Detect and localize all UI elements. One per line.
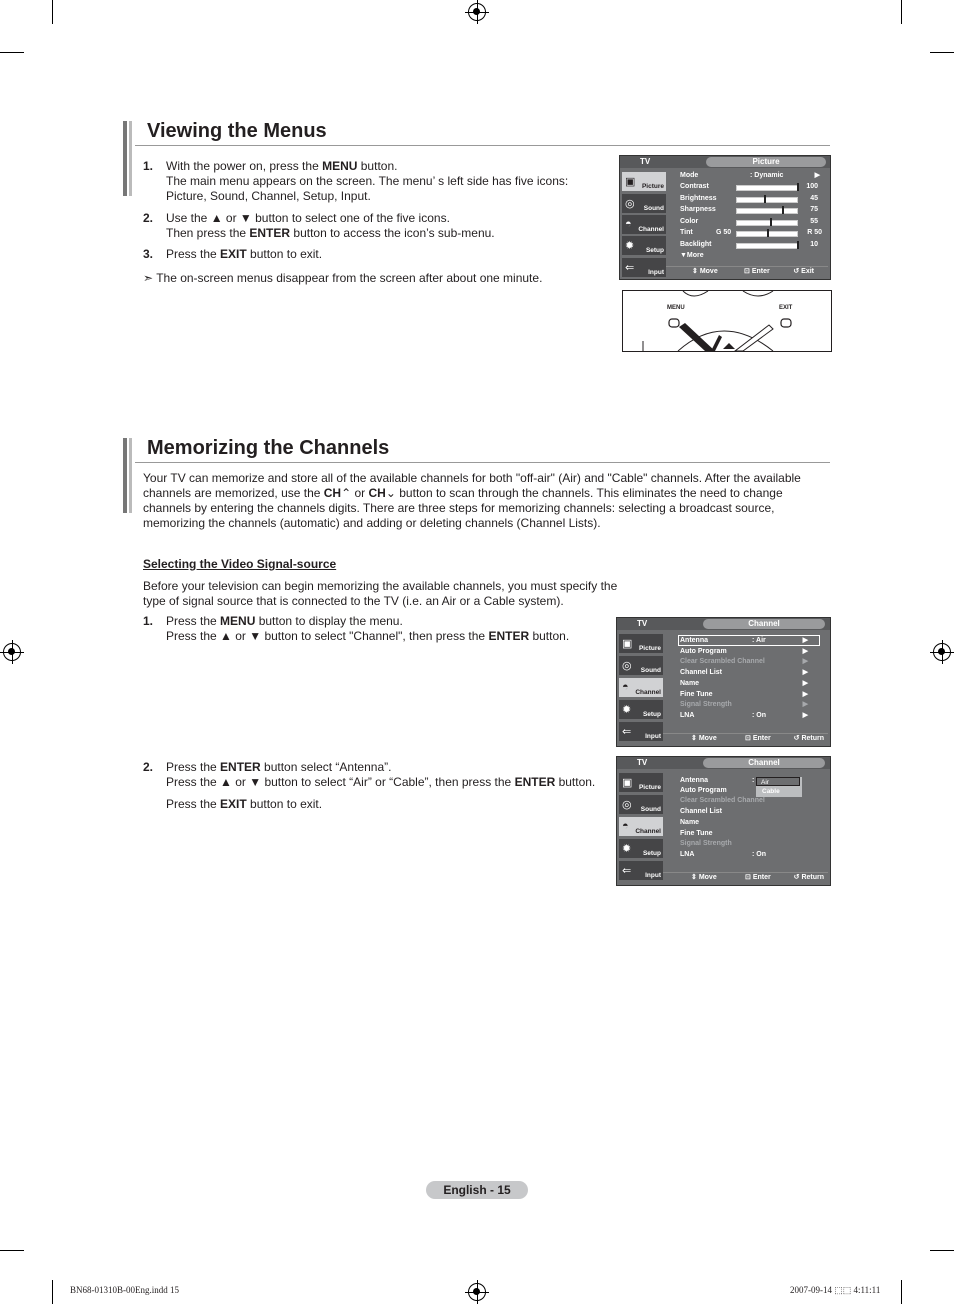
osd-icon-picture: ▣ Picture bbox=[619, 773, 663, 792]
step-text: With the power on, press the MENU button. The main menu appears on the screen. The menu’ s left side has five icons: Picture, Sound, Channel, Setup, Input. bbox=[166, 159, 569, 203]
osd-row: Clear Scrambled Channel ▶ bbox=[680, 658, 808, 665]
osd-row: Signal Strength bbox=[680, 840, 732, 847]
osd-icon-channel: ◓ Channel bbox=[619, 678, 663, 697]
osd-footer: ⇕ Move ⊡ Enter ↺ Return bbox=[663, 872, 828, 883]
osd-row: Auto Program bbox=[680, 787, 727, 794]
subsection-intro: Before your television can begin memorizing the available channels, you must specify the type of signal source that is connected to the TV (i.e. an Air or a Cable system). bbox=[143, 579, 618, 608]
section-rule bbox=[135, 462, 830, 463]
osd-row: Sharpness 75 bbox=[680, 206, 818, 213]
osd-tab: Picture bbox=[706, 157, 826, 167]
osd-icon-sound: ◎ Sound bbox=[619, 795, 663, 814]
step-text: Press the ENTER button select “Antenna”. Press the ▲ or ▼ button to select “Air” or “Cable”, then press the ENTER button. bbox=[166, 760, 596, 789]
osd-row: Channel List ▶ bbox=[680, 669, 808, 676]
osd-row: Name bbox=[680, 819, 700, 826]
remote-illustration bbox=[622, 290, 832, 352]
osd-icon-setup: ✹ Setup bbox=[619, 700, 663, 719]
osd-icon-setup: ✹ Setup bbox=[622, 236, 666, 255]
crop-mark bbox=[52, 1280, 53, 1304]
osd-row: Color 55 bbox=[680, 218, 818, 225]
crop-mark bbox=[901, 0, 902, 24]
osd-row: Clear Scrambled Channel bbox=[680, 797, 765, 804]
osd-row: Antenna : Air ▶ bbox=[680, 637, 808, 644]
osd-row: Fine Tune bbox=[680, 830, 713, 837]
sound-icon: ◎ bbox=[622, 660, 632, 672]
osd-tab: Channel bbox=[703, 619, 825, 629]
section-bar bbox=[129, 438, 132, 513]
osd-icon-input: ⇐ Input bbox=[619, 722, 663, 741]
date-slug: 2007-09-14 ⬚⬚ 4:11:11 bbox=[790, 1285, 881, 1295]
osd-icon-input: ⇐ Input bbox=[619, 861, 663, 880]
osd-row: ▼More bbox=[680, 252, 704, 259]
input-icon: ⇐ bbox=[625, 262, 635, 274]
dropdown-option-cable[interactable]: Cable bbox=[762, 788, 780, 795]
section-title: Viewing the Menus bbox=[147, 120, 327, 142]
crop-mark bbox=[930, 1250, 954, 1251]
intro-paragraph: Your TV can memorize and store all of the available channels for both "off-air" (Air) and "Cable" channels. After the available channels are memorized, use the CH⌃ or CH⌄ button to scan through the channels. This eliminates the need to change channels by entering the channels digits. There are three steps for memorizing channels: selecting a broadcast source, memorizing the channels (automatic) and adding or deleting channels (Channel Lists). bbox=[143, 471, 801, 530]
channel-icon: ◓ bbox=[625, 218, 632, 230]
osd-row: Signal Strength ▶ bbox=[680, 701, 808, 708]
file-slug: BN68-01310B-00Eng.indd 15 bbox=[70, 1285, 179, 1295]
ch-down-icon: ⌄ bbox=[385, 486, 396, 500]
remote-exit-label: EXIT bbox=[779, 305, 793, 311]
osd-tv-label: TV bbox=[637, 619, 648, 628]
dropdown-option-air[interactable]: Air bbox=[756, 777, 800, 786]
registration-mark-icon bbox=[468, 3, 486, 21]
osd-icon-sound: ◎ Sound bbox=[619, 656, 663, 675]
osd-row: LNA : On ▶ bbox=[680, 712, 808, 719]
section-title: Memorizing the Channels bbox=[147, 437, 390, 459]
crop-mark bbox=[930, 52, 954, 53]
remote-drawing bbox=[623, 291, 831, 351]
registration-mark-icon bbox=[468, 1283, 486, 1301]
subsection-heading: Selecting the Video Signal-source bbox=[143, 557, 337, 571]
picture-icon: ▣ bbox=[625, 176, 636, 188]
channel-icon: ◓ bbox=[622, 820, 629, 832]
note-body: The on-screen menus disappear from the screen after about one minute. bbox=[156, 271, 543, 285]
step-text: Use the ▲ or ▼ button to select one of the five icons. Then press the ENTER button to access the icon’s sub-menu. bbox=[166, 211, 495, 240]
crop-mark bbox=[0, 1250, 24, 1251]
setup-icon: ✹ bbox=[622, 704, 632, 716]
osd-row: Brightness 45 bbox=[680, 195, 818, 202]
channel-icon: ◓ bbox=[622, 681, 629, 693]
osd-tv-label: TV bbox=[640, 157, 651, 166]
setup-icon: ✹ bbox=[622, 843, 632, 855]
osd-row: Backlight 10 bbox=[680, 241, 818, 248]
osd-icon-channel: ◓ Channel bbox=[622, 215, 666, 234]
osd-icon-setup: ✹ Setup bbox=[619, 839, 663, 858]
osd-channel-menu-dropdown bbox=[616, 756, 831, 886]
input-icon: ⇐ bbox=[622, 865, 632, 877]
osd-footer: ⇕ Move ⊡ Enter ↺ Return bbox=[663, 733, 828, 744]
remote-menu-label: MENU bbox=[667, 305, 685, 311]
osd-row: Auto Program ▶ bbox=[680, 648, 808, 655]
antenna-dropdown bbox=[756, 777, 802, 797]
step-text: Press the EXIT button to exit. bbox=[166, 797, 323, 811]
registration-mark-icon bbox=[933, 643, 951, 661]
osd-row: Antenna : bbox=[680, 777, 755, 784]
osd-channel-menu bbox=[616, 617, 831, 747]
osd-picture-menu bbox=[619, 155, 831, 280]
step-number: 3. bbox=[143, 247, 154, 261]
crop-mark bbox=[52, 0, 53, 24]
step-text: Press the MENU button to display the menu. Press the ▲ or ▼ button to select "Channel", then press the ENTER button. bbox=[166, 614, 570, 643]
input-icon: ⇐ bbox=[622, 726, 632, 738]
picture-icon: ▣ bbox=[622, 777, 633, 789]
section-bar bbox=[123, 438, 127, 513]
section-bar bbox=[123, 121, 127, 196]
ch-up-icon: ⌃ bbox=[341, 486, 352, 500]
sound-icon: ◎ bbox=[625, 198, 635, 210]
step-number: 1. bbox=[143, 159, 154, 173]
osd-footer: ⇕ Move ⊡ Enter ↺ Exit bbox=[666, 266, 828, 277]
osd-row: Tint G 50 R 50 bbox=[680, 229, 822, 236]
crop-mark bbox=[0, 52, 24, 53]
note-text bbox=[143, 271, 542, 286]
osd-icon-sound: ◎ Sound bbox=[622, 194, 666, 213]
picture-icon: ▣ bbox=[622, 638, 633, 650]
osd-row: Name ▶ bbox=[680, 680, 808, 687]
crop-mark bbox=[901, 1280, 902, 1304]
section-bar bbox=[129, 121, 132, 196]
osd-icon-input: ⇐ Input bbox=[622, 258, 666, 277]
osd-row: Channel List bbox=[680, 808, 723, 815]
osd-row: Fine Tune ▶ bbox=[680, 691, 808, 698]
step-number: 2. bbox=[143, 211, 154, 225]
osd-icon-picture: ▣ Picture bbox=[619, 634, 663, 653]
osd-tv-label: TV bbox=[637, 758, 648, 767]
page-number-badge: English - 15 bbox=[426, 1181, 528, 1199]
osd-icon-picture: ▣ Picture bbox=[622, 172, 666, 191]
setup-icon: ✹ bbox=[625, 240, 635, 252]
note-arrow-icon: ➣ bbox=[143, 271, 154, 285]
step-number: 1. bbox=[143, 614, 154, 628]
registration-mark-icon bbox=[3, 643, 21, 661]
step-number: 2. bbox=[143, 760, 154, 774]
sound-icon: ◎ bbox=[622, 799, 632, 811]
osd-row: Mode : Dynamic ▶ bbox=[680, 172, 820, 179]
osd-row: Contrast 100 bbox=[680, 183, 818, 190]
osd-icon-channel: ◓ Channel bbox=[619, 817, 663, 836]
osd-row: LNA : On bbox=[680, 851, 766, 858]
osd-tab: Channel bbox=[703, 758, 825, 768]
step-text: Press the EXIT button to exit. bbox=[166, 247, 323, 261]
section-rule bbox=[135, 145, 830, 146]
